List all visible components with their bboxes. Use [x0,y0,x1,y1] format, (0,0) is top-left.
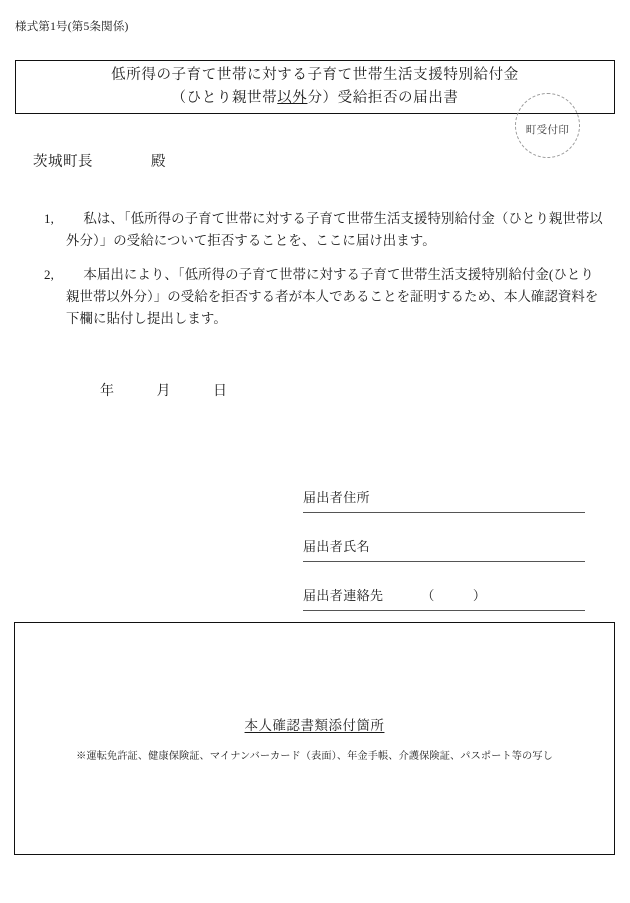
field-phone-parentheses [421,588,486,603]
date-day-label: 日 [213,384,228,399]
addressee-honorific: 殿 [151,154,166,170]
reception-stamp-label: 町受付印 [525,125,570,136]
field-row-contact[interactable] [303,584,585,611]
reception-stamp-circle [515,93,580,158]
statements-list [0,208,630,343]
title-line-1: 低所得の子育て世帯に対する子育て世帯生活支援特別給付金 [111,66,519,83]
title-line-2 [172,88,459,109]
title-line-2-prefix: （ひとり親世帯 [171,90,278,106]
statement-marker: 2, [44,267,54,283]
field-row-address[interactable] [303,486,585,513]
field-label-contact: 届出者連絡先 [303,588,384,603]
attachment-note: ※運転免許証、健康保険証、マイナンバーカード（表面）、年金手帳、介護保険証、パスポート等の写し [76,751,553,762]
date-line [100,380,228,400]
date-month-label: 月 [156,384,171,399]
attachment-heading: 本人確認書類添付箇所 [244,718,385,733]
addressee [33,150,166,171]
paren-open: （ [421,588,435,603]
field-label-address: 届出者住所 [303,490,371,505]
statement-text: 本届出により、「低所得の子育て世帯に対する子育て世帯生活支援特別給付金(ひとり親世帯以外分）」の受給を拒否する者が本人であることを証明するため、本人確認資料を下欄に貼付し提出します。 [66,267,599,326]
addressee-recipient: 茨城町長 [33,154,93,170]
statement-item [0,208,630,251]
paren-close: ） [472,588,487,603]
field-label-name: 届出者氏名 [303,539,371,554]
attachment-box[interactable] [14,622,615,855]
title-line-2-suffix: 分）受給拒否の届出書 [307,90,459,106]
title-line-2-underlined: 以外 [277,90,308,106]
applicant-fields [303,486,585,633]
statement-text: 私は、「低所得の子育て世帯に対する子育て世帯生活支援特別給付金（ひとり親世帯以外分）」の受給について拒否することを、ここに届け出ます。 [66,211,603,248]
date-year-label: 年 [100,384,115,399]
form-number-label: 様式第1号(第5条関係) [15,21,129,33]
statement-item [0,264,630,329]
statement-marker: 1, [44,211,54,226]
field-row-name[interactable] [303,535,585,562]
